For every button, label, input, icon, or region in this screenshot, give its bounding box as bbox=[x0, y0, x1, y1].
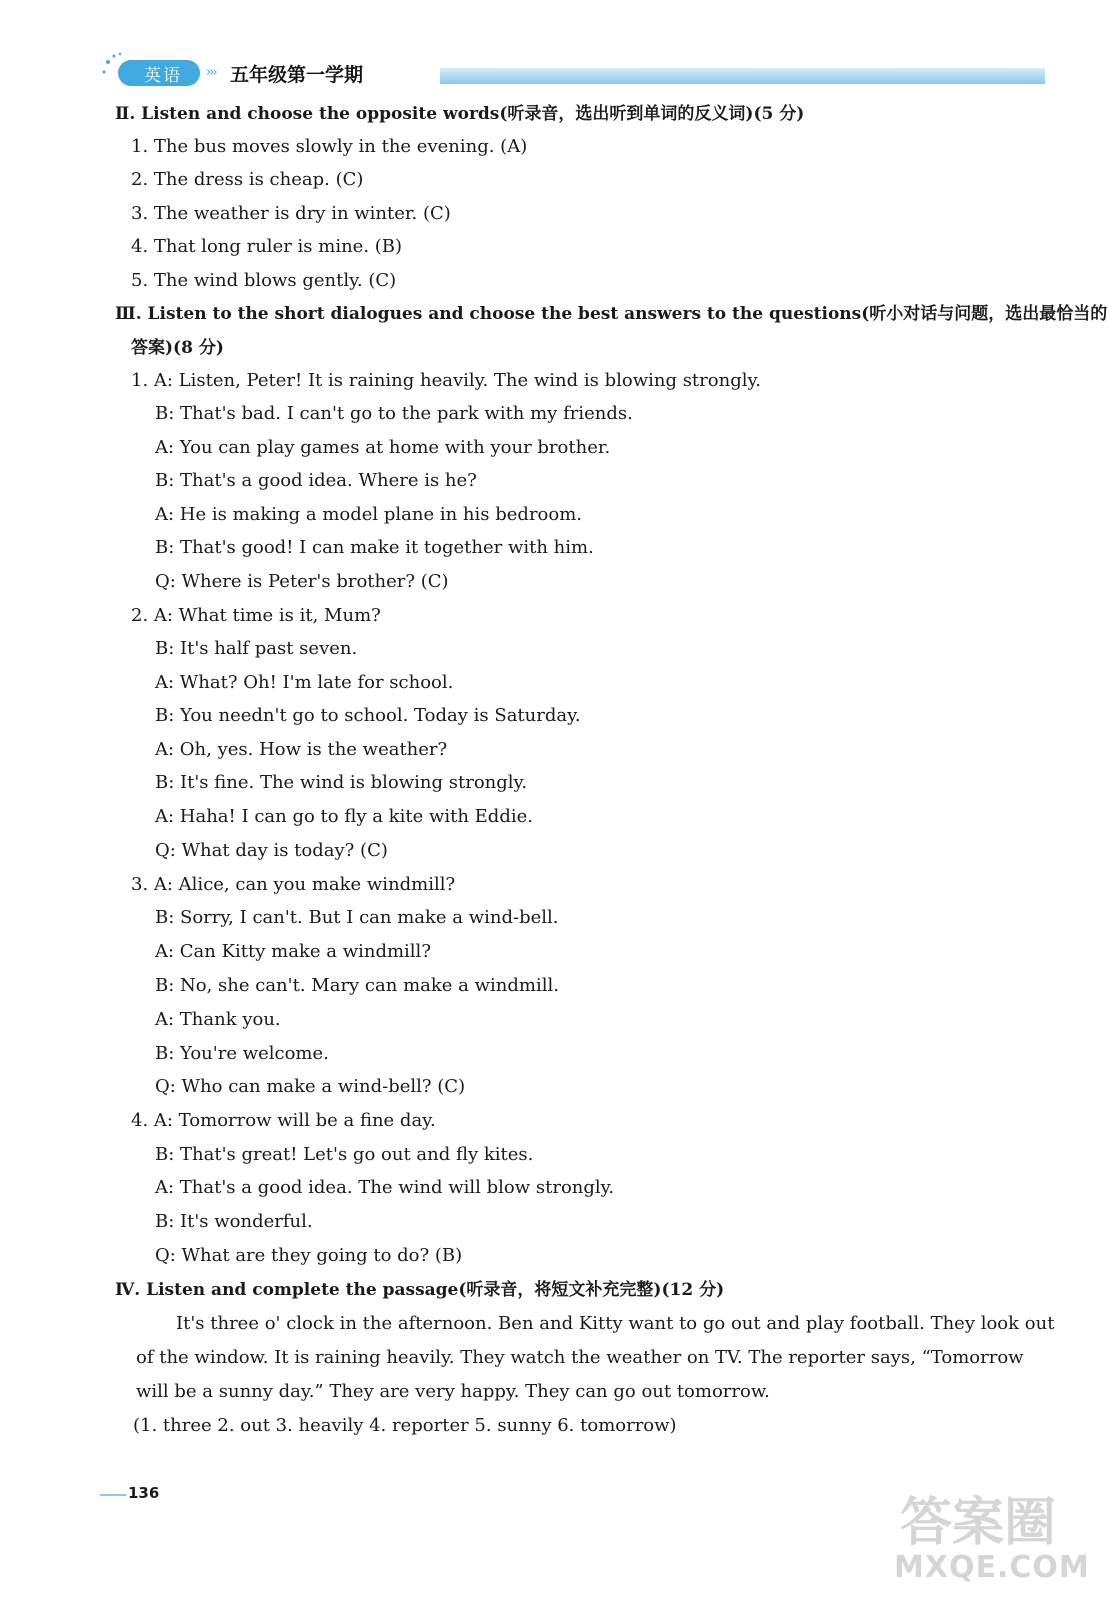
passage-line: will be a sunny day.” They are very happy. They can go out tomorrow. bbox=[136, 1381, 770, 1402]
watermark-url: MXQE.COM bbox=[894, 1550, 1090, 1585]
dialogue-line: B: You're welcome. bbox=[155, 1043, 329, 1064]
list-item: 3. The weather is dry in winter. (C) bbox=[131, 203, 451, 224]
section-3-title: Ⅲ. Listen to the short dialogues and choose the best answers to the questions(听小对话与问题，选出最恰当的 bbox=[115, 304, 1108, 324]
dialogue-line: 2. A: What time is it, Mum? bbox=[131, 605, 381, 626]
dialogue-line: B: That's good! I can make it together with him. bbox=[155, 537, 594, 558]
dialogue-line: B: It's fine. The wind is blowing strongly. bbox=[155, 772, 528, 793]
dialogue-line: Q: Who can make a wind-bell? (C) bbox=[155, 1076, 466, 1097]
watermark-text: 答案圈 bbox=[900, 1493, 1057, 1553]
answer-key: (1. three 2. out 3. heavily 4. reporter 5. sunny 6. tomorrow) bbox=[133, 1415, 677, 1436]
dialogue-line: A: He is making a model plane in his bedroom. bbox=[155, 504, 583, 525]
dialogue-line: B: It's wonderful. bbox=[155, 1211, 313, 1232]
dialogue-line: B: That's a good idea. Where is he? bbox=[155, 470, 477, 491]
header-bar bbox=[440, 68, 1045, 84]
dialogue-line: B: Sorry, I can't. But I can make a wind-bell. bbox=[155, 907, 559, 928]
passage-line: of the window. It is raining heavily. They watch the weather on TV. The reporter says, “Tomorrow bbox=[136, 1347, 1024, 1368]
dialogue-line: B: It's half past seven. bbox=[155, 638, 358, 659]
dialogue-line: A: You can play games at home with your brother. bbox=[155, 437, 611, 458]
dialogue-line: 3. A: Alice, can you make windmill? bbox=[131, 874, 456, 895]
watermark-logo bbox=[890, 1480, 1090, 1590]
section-3-title-cont: 答案)(8 分) bbox=[131, 338, 224, 358]
grade-title: 五年级第一学期 bbox=[230, 64, 364, 86]
dialogue-line: A: Thank you. bbox=[155, 1009, 281, 1030]
subject-label: 英语 bbox=[144, 66, 182, 86]
dialogue-line: A: Haha! I can go to fly a kite with Eddie. bbox=[155, 806, 533, 827]
list-item: 2. The dress is cheap. (C) bbox=[131, 169, 364, 190]
dialogue-line: B: That's bad. I can't go to the park with my friends. bbox=[155, 403, 633, 424]
list-item: 5. The wind blows gently. (C) bbox=[131, 270, 397, 291]
list-item: 1. The bus moves slowly in the evening. (A) bbox=[131, 136, 528, 157]
page-header bbox=[100, 52, 1050, 88]
list-item: 4. That long ruler is mine. (B) bbox=[131, 236, 403, 257]
dialogue-line: B: You needn't go to school. Today is Saturday. bbox=[155, 705, 581, 726]
dialogue-line: 1. A: Listen, Peter! It is raining heavily. The wind is blowing strongly. bbox=[131, 370, 761, 391]
dialogue-line: A: What? Oh! I'm late for school. bbox=[155, 672, 454, 693]
section-4-title: Ⅳ. Listen and complete the passage(听录音，将短文补充完整)(12 分) bbox=[115, 1280, 725, 1300]
dialogue-line: Q: What are they going to do? (B) bbox=[155, 1245, 463, 1266]
page-number: 136 bbox=[128, 1484, 160, 1502]
chevron-icon: ››› bbox=[206, 65, 216, 80]
dialogue-line: B: No, she can't. Mary can make a windmill. bbox=[155, 975, 559, 996]
footer-rule bbox=[100, 1494, 126, 1496]
dialogue-line: Q: Where is Peter's brother? (C) bbox=[155, 571, 449, 592]
section-2-title: Ⅱ. Listen and choose the opposite words(听录音，选出听到单词的反义词)(5 分) bbox=[115, 104, 805, 124]
dialogue-line: A: Oh, yes. How is the weather? bbox=[155, 739, 448, 760]
dialogue-line: A: That's a good idea. The wind will blow strongly. bbox=[155, 1177, 615, 1198]
dialogue-line: Q: What day is today? (C) bbox=[155, 840, 388, 861]
dialogue-line: A: Can Kitty make a windmill? bbox=[155, 941, 431, 962]
passage-line: It's three o' clock in the afternoon. Ben and Kitty want to go out and play football. They look out bbox=[176, 1313, 1055, 1334]
dialogue-line: B: That's great! Let's go out and fly kites. bbox=[155, 1144, 534, 1165]
dialogue-line: 4. A: Tomorrow will be a fine day. bbox=[131, 1110, 436, 1131]
